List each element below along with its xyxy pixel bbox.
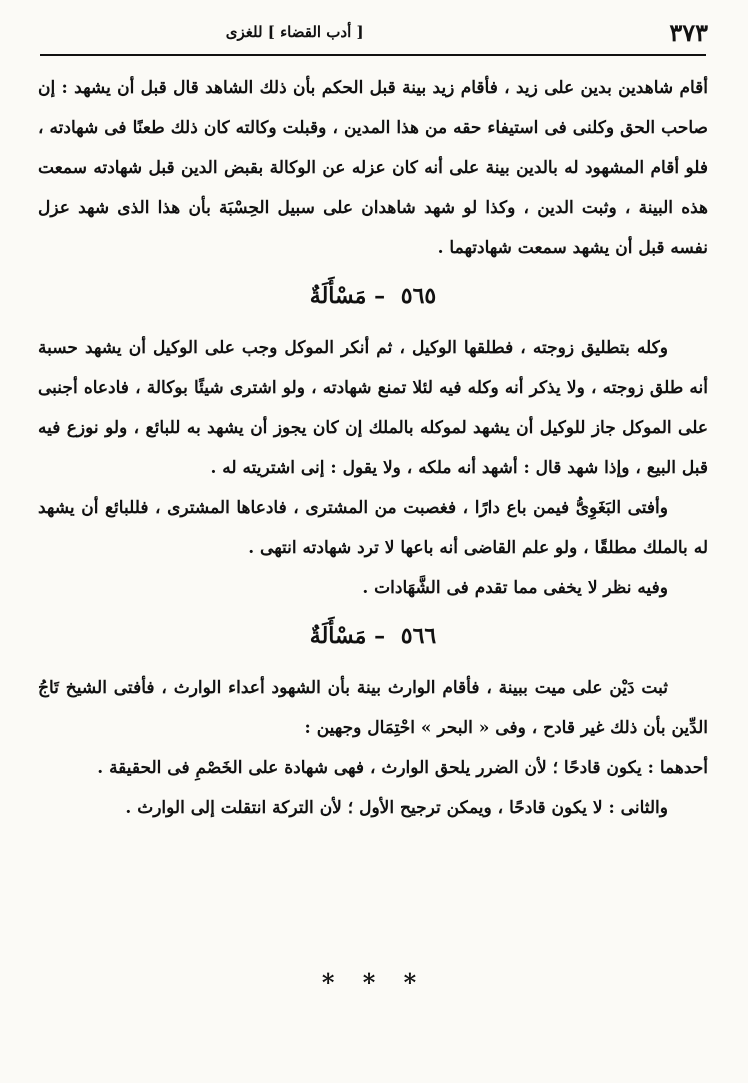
section-ornament: * * * bbox=[321, 968, 427, 997]
running-title: [ أدب القضاء ] للغزى bbox=[225, 23, 364, 41]
header-rule bbox=[40, 54, 706, 56]
section-number: ٥٦٥ bbox=[400, 283, 437, 309]
section-title: مَسْأَلَةٌ bbox=[309, 623, 367, 649]
page-number: ٣٧٣ bbox=[669, 17, 708, 47]
section-number: ٥٦٦ bbox=[400, 623, 437, 649]
section-title: مَسْأَلَةٌ bbox=[309, 283, 367, 309]
section-heading bbox=[38, 276, 708, 316]
section-dash: – bbox=[374, 283, 386, 309]
paragraph: وفيه نظر لا يخفى مما تقدم فى الشَّهَادات . bbox=[362, 578, 668, 598]
paragraph: وكله بتطليق زوجته ، فطلقها الوكيل ، ثم أنكر الموكل وجب على الوكيل أن يشهد حسبة أنه طلق زوجته ، ولا يذكر أنه وكله فيه لئلا تمنع شهادته ، ولو اشترى شيئًا بوكالة ، فادعاه أجنبى على الموكل جاز للوكيل أن يشهد لموكله بالملك إن كان يجوز أن يشهد به للبائع ، ولو نوزع فيه قبل البيع ، وإذا شهد قال : أشهد أنه ملكه ، ولا يقول : إنى اشتريته له . bbox=[38, 338, 708, 478]
section-dash: – bbox=[374, 623, 386, 649]
paragraph: وأفتى البَغَوِىُّ فيمن باع دارًا ، فغصبت من المشترى ، فادعاها المشترى ، فللبائع أن يشهد له بالملك مطلقًا ، ولو علم القاضى أنه باعها لا ترد شهادته انتهى . bbox=[38, 498, 708, 558]
section-heading bbox=[38, 616, 708, 656]
page-body bbox=[38, 68, 708, 828]
paragraph: أحدهما : يكون قادحًا ؛ لأن الضرر يلحق الوارث ، فهى شهادة على الخَصْمِ فى الحقيقة . bbox=[97, 758, 708, 778]
paragraph: أقام شاهدين بدين على زيد ، فأقام زيد بينة قبل الحكم بأن ذلك الشاهد قال قبل أن يشهد : إن صاحب الحق وكلنى فى استيفاء حقه من هذا المدين ، وقبلت وكالته كان ذلك طعنًا فى شهادته ، فلو أقام المشهود له بالدين بينة على أنه كان عزله عن الوكالة بقبض الدين قبل شهادته سمعت هذه البينة ، وثبت الدين ، وكذا لو شهد شاهدان على سبيل الحِسْبَة بأن هذا الذى شهد عزل نفسه قبل أن يشهد سمعت شهادتهما . bbox=[38, 78, 708, 258]
paragraph: والثانى : لا يكون قادحًا ، ويمكن ترجيح الأول ؛ لأن التركة انتقلت إلى الوارث . bbox=[125, 798, 668, 818]
paragraph: ثبت دَيْن على ميت ببينة ، فأقام الوارث بينة بأن الشهود أعداء الوارث ، فأفتى الشيخ تَاجُ الدِّين بأن ذلك غير قادح ، وفى « البحر » احْتِمَال وجهين : bbox=[38, 678, 708, 738]
page-header bbox=[40, 14, 708, 50]
